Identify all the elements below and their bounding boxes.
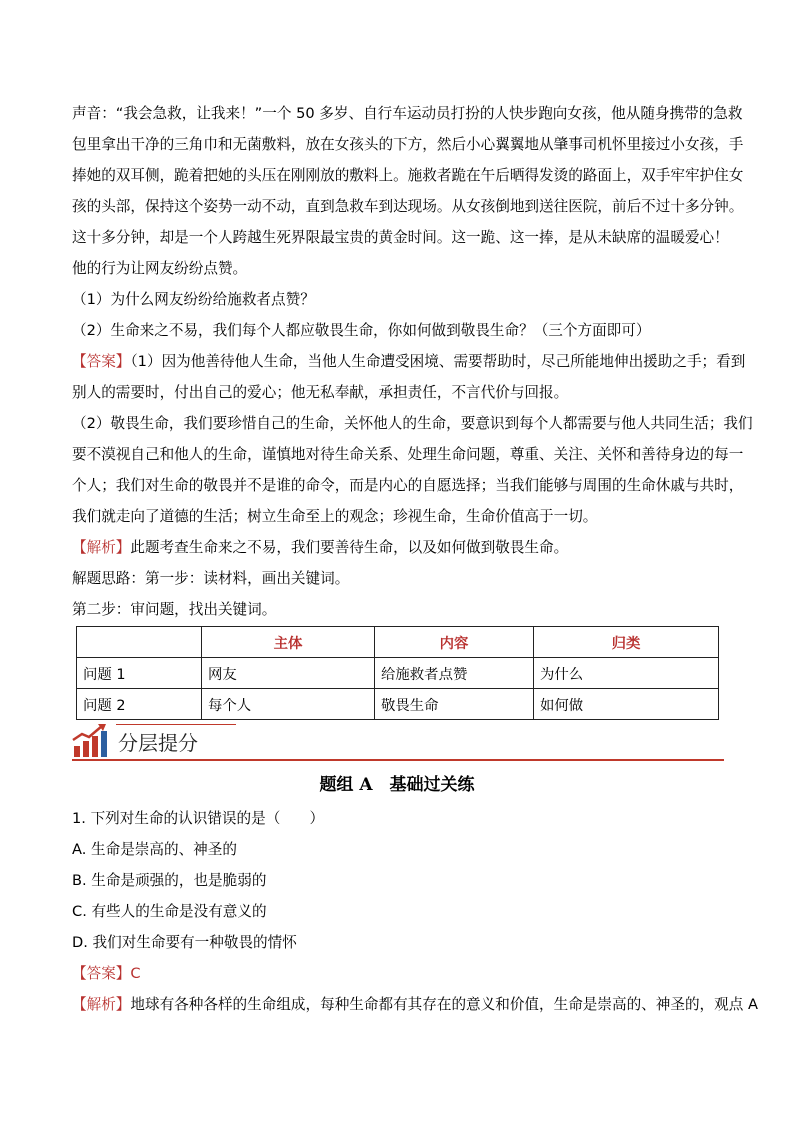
question-2: （2）生命来之不易，我们每个人都应敬畏生命，你如何做到敬畏生命？（三个方面即可）: [72, 322, 651, 339]
mc-option: D. 我们对生命要有一种敬畏的情怀: [72, 934, 297, 951]
answer-line: 要不漠视自己和他人的生命，谨慎地对待生命关系、处理生命问题，尊重、关注、关怀和善待身边的每一: [72, 446, 744, 463]
table-cell: 每个人: [202, 689, 375, 720]
table-header-cell: 归类: [534, 627, 719, 658]
table-cell: 敬畏生命: [375, 689, 534, 720]
answer-label: 【答案】: [72, 353, 131, 370]
mc-analysis-label: 【解析】: [72, 996, 131, 1013]
group-title: 题组 A 基础过关练: [319, 775, 475, 795]
table-cell: 问题 1: [77, 658, 202, 689]
section-rule: [72, 759, 724, 761]
mc-option: A. 生命是崇高的、神圣的: [72, 841, 237, 858]
table-cell: 如何做: [534, 689, 719, 720]
passage-line: 包里拿出干净的三角巾和无菌敷料，放在女孩头的下方，然后小心翼翼地从肇事司机怀里接过小女孩，手: [72, 136, 744, 153]
table-header-cell: [77, 627, 202, 658]
table-header-row: [77, 627, 719, 658]
mc-answer-value: C: [130, 965, 141, 982]
table-row: [77, 658, 719, 689]
mc-stem: 1. 下列对生命的认识错误的是（ ）: [72, 810, 325, 827]
mc-answer-label: 【答案】: [72, 965, 131, 982]
section-title: 分层提分: [118, 731, 198, 755]
passage-block: [72, 98, 753, 625]
table-row: [77, 689, 719, 720]
table-header-cell: 内容: [375, 627, 534, 658]
answer-line: 别人的需要时，付出自己的爱心；他无私奉献，承担责任，不言代价与回报。: [72, 384, 569, 401]
answer-line: （2）敬畏生命，我们要珍惜自己的生命，关怀他人的生命，要意识到每个人都需要与他人共同生活；我们: [72, 415, 753, 432]
passage-line: 孩的头部，保持这个姿势一动不动，直到急救车到达现场。从女孩倒地到送往医院，前后不过十多分钟。: [72, 198, 744, 215]
mc-analysis-text: 地球有各种各样的生命组成，每种生命都有其存在的意义和价值，生命是崇高的、神圣的，观点 A: [130, 996, 758, 1013]
passage-line: 声音：“我会急救，让我来！”一个 50 多岁、自行车运动员打扮的人快步跑向女孩，他从随身携带的急救: [72, 105, 743, 122]
section-top-line: [116, 724, 236, 725]
mc-question-block: [72, 803, 758, 1020]
mc-answer: [72, 958, 732, 989]
table-cell: 为什么: [534, 658, 719, 689]
analysis-line: [72, 532, 724, 563]
bar-chart-growth-icon: [72, 724, 110, 758]
mc-option: C. 有些人的生命是没有意义的: [72, 903, 267, 920]
mc-analysis: [72, 989, 758, 1020]
section-header: [72, 722, 724, 762]
mc-option: B. 生命是顽强的，也是脆弱的: [72, 872, 267, 889]
passage-line: 这十多分钟，却是一个人跨越生死界限最宝贵的黄金时间。这一跪、这一捧，是从未缺席的温暖爱心！: [72, 229, 729, 246]
passage-line: 捧她的双耳侧，跪着把她的头压在刚刚放的敷料上。施救者跪在午后晒得发烫的路面上，双手牢牢护住女: [72, 167, 744, 184]
question-1: （1）为什么网友纷纷给施救者点赞？: [72, 291, 315, 308]
table-header-cell: 主体: [202, 627, 375, 658]
answer-line: [72, 346, 746, 377]
analysis-label: 【解析】: [72, 539, 131, 556]
table-cell: 网友: [202, 658, 375, 689]
answer-line: 我们就走向了道德的生活；树立生命至上的观念；珍视生命，生命价值高于一切。: [72, 508, 598, 525]
passage-line: 他的行为让网友纷纷点赞。: [72, 260, 248, 277]
table-cell: 给施救者点赞: [375, 658, 534, 689]
table-cell: 问题 2: [77, 689, 202, 720]
keyword-table: [76, 626, 719, 720]
answer-text: （1）因为他善待他人生命，当他人生命遭受困境、需要帮助时，尽己所能地伸出援助之手；看到: [130, 353, 746, 370]
solution-step-2: 第二步：审问题，找出关键词。: [72, 601, 277, 618]
analysis-text: 此题考查生命来之不易，我们要善待生命，以及如何做到敬畏生命。: [130, 539, 569, 556]
solution-step-1: 解题思路：第一步：读材料，画出关键词。: [72, 570, 350, 587]
answer-line: 个人；我们对生命的敬畏并不是谁的命令，而是内心的自愿选择；当我们能够与周围的生命休戚与共时，: [72, 477, 744, 494]
